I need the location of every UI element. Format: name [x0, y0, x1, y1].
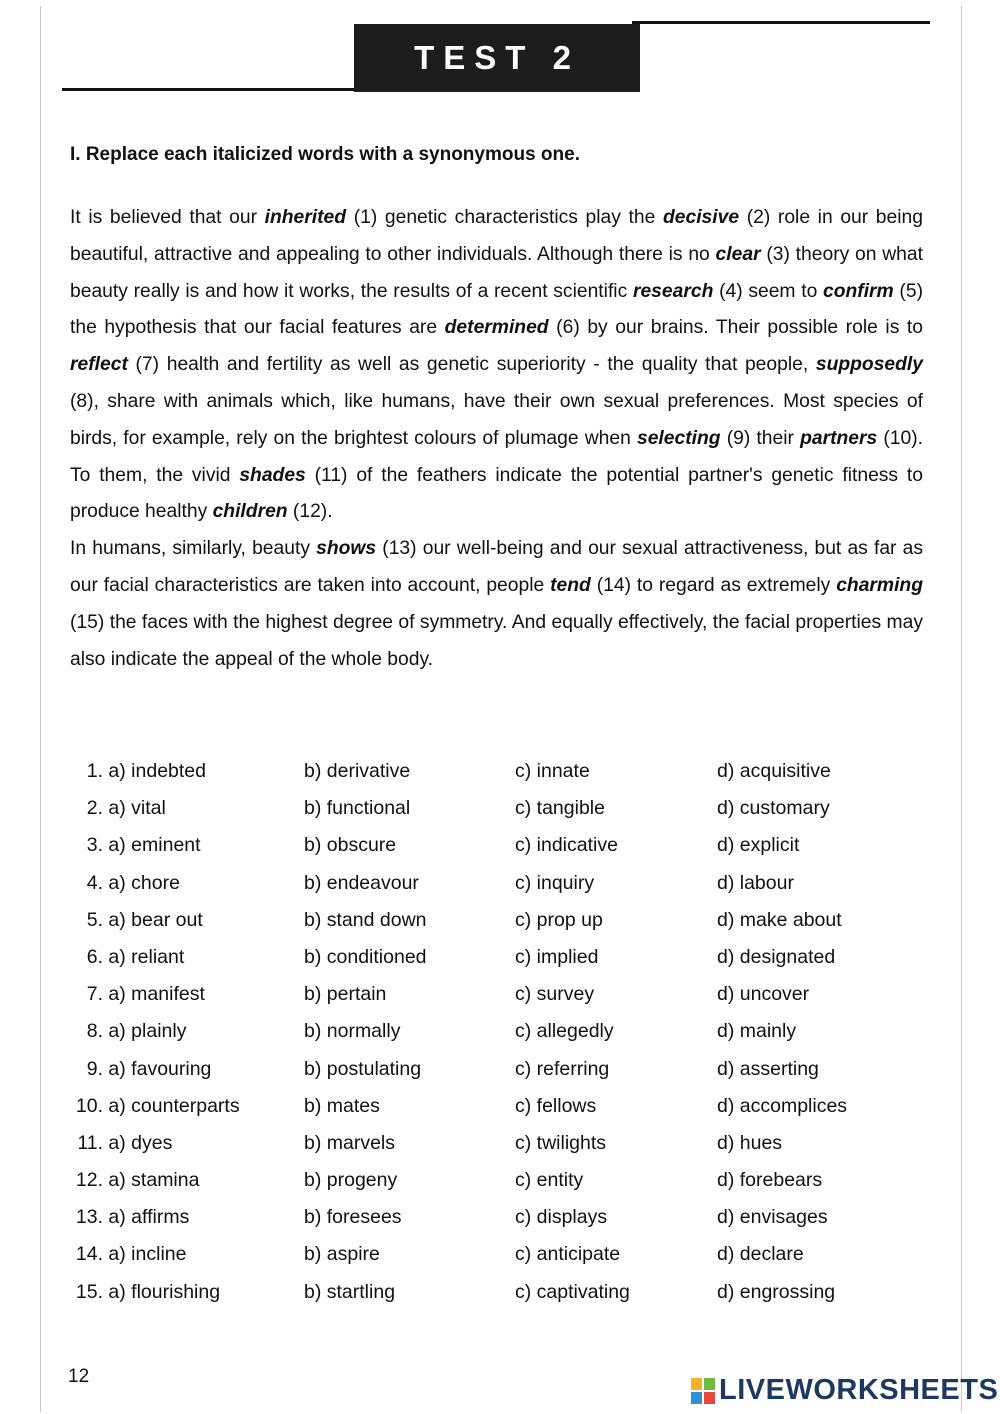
target-word: shows	[316, 538, 377, 560]
option-b: b) conditioned	[304, 945, 427, 968]
question-row	[66, 1235, 926, 1272]
header-rule-right	[632, 21, 930, 24]
option-b: b) postulating	[304, 1057, 422, 1080]
option-c: c) tangible	[515, 797, 605, 820]
target-word: partners	[800, 427, 878, 449]
passage-paragraph-2	[70, 531, 923, 678]
option-a	[66, 1058, 286, 1081]
question-row	[66, 1161, 926, 1198]
passage-text: (3) theory on what beauty really is and how it works, the results of a recent scientific	[70, 243, 923, 302]
option-c: c) inquiry	[515, 871, 595, 894]
option-a	[66, 760, 286, 783]
question-number: 3.	[86, 834, 103, 857]
passage-text: (12).	[287, 501, 333, 523]
question-row	[66, 1012, 926, 1049]
logo-tile	[690, 1391, 703, 1405]
question-number: 13.	[75, 1206, 103, 1229]
passage-text: (2) role in our being beautiful, attractive and appealing to other individuals. Although there is no	[70, 207, 923, 265]
option-d: d) explicit	[717, 834, 800, 857]
brand-watermark	[690, 1374, 998, 1407]
option-d: d) asserting	[717, 1057, 819, 1080]
option-a-text: a) chore	[108, 871, 180, 894]
option-a-text: a) indebted	[108, 760, 206, 782]
option-c: c) indicative	[515, 834, 618, 857]
option-d: d) mainly	[717, 1020, 797, 1043]
option-b: b) progeny	[304, 1169, 398, 1192]
exercise-instruction: I. Replace each italicized words with a synonymous one.	[70, 144, 580, 165]
question-number: 2.	[86, 797, 103, 820]
liveworksheets-logo-icon	[690, 1377, 716, 1405]
passage-text: (13) our well-being and our sexual attractiveness, but as far as our facial characteristics are taken into account, people	[70, 538, 923, 596]
passage-text: In humans, similarly, beauty	[70, 538, 317, 560]
option-c: c) allegedly	[515, 1020, 614, 1043]
question-number: 1.	[86, 760, 103, 782]
option-d: d) engrossing	[717, 1280, 836, 1303]
question-row	[66, 1273, 926, 1310]
option-a-text: a) bear out	[108, 908, 203, 931]
question-number: 7.	[86, 983, 103, 1006]
question-number: 11.	[77, 1131, 103, 1154]
target-word: confirm	[823, 280, 894, 302]
option-a-text: a) favouring	[108, 1057, 212, 1080]
option-b: b) derivative	[304, 760, 411, 782]
passage-paragraph-1	[70, 200, 923, 531]
target-word: decisive	[662, 207, 740, 228]
question-row	[66, 1087, 926, 1124]
target-word: tend	[550, 574, 591, 596]
option-d: d) customary	[717, 797, 830, 820]
question-row	[66, 752, 926, 789]
question-row	[66, 1050, 926, 1087]
passage-text: (8), share with animals which, like humans, have their own sexual preferences. Most species of birds, for example, rely on the brightest colours of plumage when	[70, 390, 923, 449]
option-c: c) survey	[515, 983, 595, 1006]
question-number: 4.	[86, 871, 103, 894]
test-title: TEST 2	[354, 24, 640, 92]
option-a-text: a) eminent	[108, 834, 201, 857]
target-word: charming	[836, 574, 923, 596]
option-a	[66, 1020, 286, 1043]
target-word: reflect	[70, 354, 128, 376]
option-a-text: a) affirms	[108, 1206, 190, 1229]
passage-text: (11) of the feathers indicate the potential partner's genetic fitness to produce healthy	[70, 464, 923, 523]
option-a-text: a) dyes	[108, 1131, 173, 1154]
page-number: 12	[68, 1366, 90, 1387]
option-a	[66, 797, 286, 820]
option-c: c) anticipate	[515, 1243, 621, 1266]
option-a-text: a) stamina	[108, 1169, 200, 1192]
passage-text: (7) health and fertility as well as genetic superiority - the quality that people,	[127, 354, 816, 376]
option-d: d) make about	[717, 908, 842, 931]
option-a-text: a) incline	[108, 1243, 187, 1266]
header-rule-left	[62, 88, 362, 91]
question-row	[66, 1124, 926, 1161]
question-number: 15.	[75, 1280, 103, 1303]
question-row	[66, 864, 926, 901]
option-b: b) foresees	[304, 1206, 402, 1229]
target-word: research	[632, 280, 714, 302]
passage-text: (15) the faces with the highest degree of symmetry. And equally effectively, the facial properties may also indicate the appeal of the whole body.	[70, 611, 923, 670]
target-word: selecting	[636, 427, 721, 449]
option-b: b) pertain	[304, 983, 387, 1006]
passage-text: (5) the hypothesis that our facial features are	[70, 280, 923, 339]
option-a-text: a) flourishing	[108, 1280, 221, 1303]
option-a-text: a) manifest	[108, 983, 205, 1006]
question-number: 9.	[86, 1057, 103, 1080]
option-b: b) startling	[304, 1280, 396, 1303]
question-row	[66, 938, 926, 975]
logo-tile	[703, 1391, 716, 1405]
option-b: b) mates	[304, 1094, 380, 1117]
question-row	[66, 1198, 926, 1235]
question-row	[66, 901, 926, 938]
option-a	[66, 1095, 286, 1118]
option-b: b) endeavour	[304, 871, 419, 894]
passage-text: It is believed that our	[70, 207, 265, 228]
question-number: 14.	[75, 1243, 103, 1266]
target-word: clear	[715, 243, 761, 265]
passage-text: (4) seem to	[713, 280, 823, 302]
option-a-text: a) reliant	[108, 945, 185, 968]
option-b: b) functional	[304, 797, 411, 820]
option-d: d) declare	[717, 1243, 804, 1266]
passage-text: (1) genetic characteristics play the	[346, 207, 663, 228]
option-c: c) prop up	[515, 908, 603, 931]
option-b: b) stand down	[304, 908, 427, 931]
option-a	[66, 909, 286, 932]
option-c: c) innate	[515, 760, 590, 782]
passage-text: (6) by our brains. Their possible role is to	[548, 317, 924, 339]
option-a	[66, 983, 286, 1006]
option-a	[66, 872, 286, 895]
target-word: children	[212, 501, 288, 523]
option-c: c) displays	[515, 1206, 608, 1229]
option-d: d) forebears	[717, 1169, 823, 1192]
option-d: d) uncover	[717, 983, 810, 1006]
target-word: inherited	[264, 207, 347, 228]
question-number: 12.	[75, 1169, 103, 1192]
question-number: 8.	[86, 1020, 103, 1043]
answer-options	[66, 752, 926, 1310]
option-a-text: a) plainly	[108, 1020, 187, 1043]
option-c: c) fellows	[515, 1094, 597, 1117]
passage-text: (10). To them, the vivid	[70, 427, 924, 486]
option-b: b) normally	[304, 1020, 401, 1043]
passage-text: (14) to regard as extremely	[590, 574, 837, 596]
passage-text: (9) their	[720, 427, 801, 449]
option-b: b) aspire	[304, 1243, 380, 1266]
logo-tile	[690, 1377, 703, 1391]
target-word: determined	[444, 317, 549, 339]
option-a-text: a) vital	[108, 797, 166, 820]
question-row	[66, 975, 926, 1012]
option-a	[66, 1132, 286, 1155]
option-c: c) twilights	[515, 1131, 607, 1154]
option-d: d) acquisitive	[717, 760, 831, 782]
target-word: shades	[239, 464, 306, 486]
option-d: d) envisages	[717, 1206, 828, 1229]
logo-tile	[703, 1377, 716, 1391]
option-a	[66, 946, 286, 969]
option-a-text: a) counterparts	[108, 1094, 240, 1117]
option-d: d) accomplices	[717, 1094, 848, 1117]
option-d: d) hues	[717, 1131, 783, 1154]
option-d: d) designated	[717, 945, 836, 968]
question-number: 10.	[75, 1094, 103, 1117]
question-row	[66, 826, 926, 863]
option-a	[66, 1169, 286, 1192]
option-b: b) marvels	[304, 1131, 396, 1154]
reading-passage	[70, 200, 923, 678]
question-number: 6.	[86, 945, 103, 968]
option-c: c) entity	[515, 1169, 584, 1192]
option-a	[66, 834, 286, 857]
option-c: c) captivating	[515, 1280, 630, 1303]
option-a	[66, 1281, 286, 1304]
option-b: b) obscure	[304, 834, 397, 857]
target-word: supposedly	[815, 354, 923, 376]
option-d: d) labour	[717, 871, 794, 894]
question-row	[66, 789, 926, 826]
option-c: c) implied	[515, 945, 599, 968]
brand-text: LIVEWORKSHEETS	[719, 1374, 999, 1406]
question-number: 5.	[86, 908, 103, 931]
option-c: c) referring	[515, 1057, 610, 1080]
option-a	[66, 1243, 286, 1266]
option-a	[66, 1206, 286, 1229]
